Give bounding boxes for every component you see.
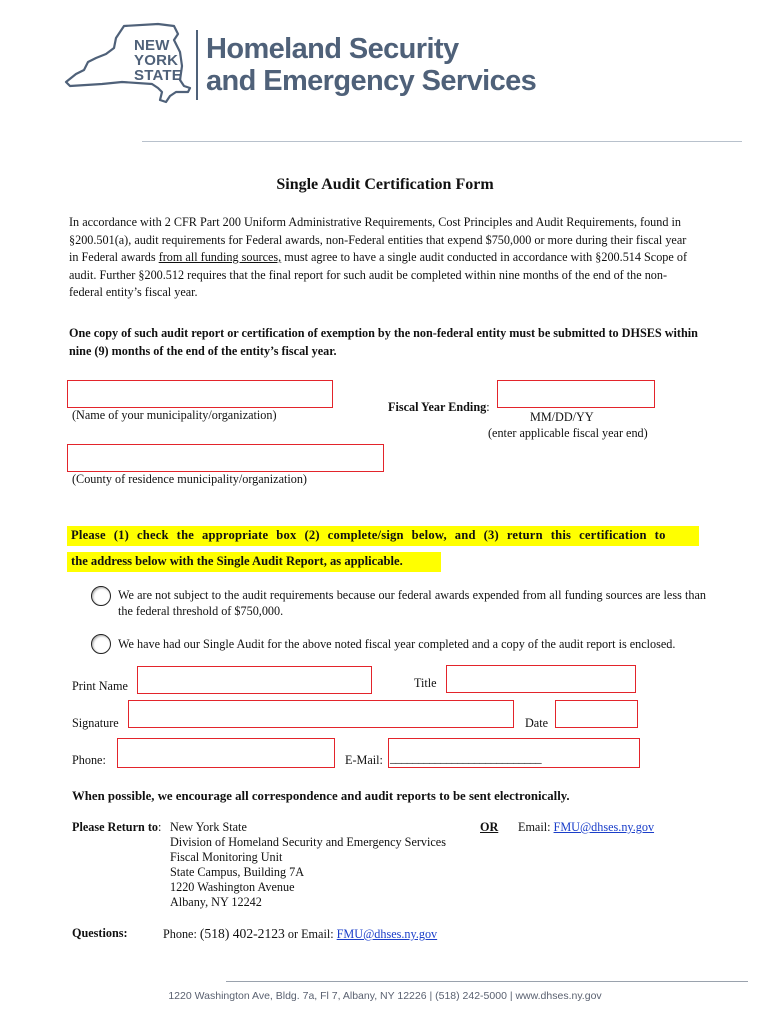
address-line: 1220 Washington Avenue: [170, 880, 295, 894]
questions-email-link[interactable]: FMU@dhses.ny.gov: [336, 927, 438, 941]
title-label: Title: [414, 676, 437, 690]
form-title: Single Audit Certification Form: [276, 176, 494, 193]
agency-name-line-1: Homeland Security: [206, 33, 459, 65]
address-line: State Campus, Building 7A: [170, 865, 305, 879]
option-not-subject-text: We are not subject to the audit requirements because our federal awards expended from all funding sources are less than the federal threshold of $750,000.: [118, 588, 706, 618]
option-audit-completed-text: We have had our Single Audit for the above noted fiscal year completed and a copy of the audit report is enclosed.: [118, 637, 676, 651]
header-divider: [142, 141, 742, 142]
questions-contact: Phone: (518) 402-2123 or Email: FMU@dhses.ny.gov: [163, 926, 438, 941]
logo-text-state: STATE: [134, 67, 182, 84]
fiscal-year-hint: (enter applicable fiscal year end): [488, 426, 648, 440]
signature-label: Signature: [72, 716, 119, 730]
phone-field[interactable]: [117, 738, 335, 768]
title-field[interactable]: [446, 665, 636, 693]
option-not-subject-radio[interactable]: [91, 586, 111, 606]
return-email-row: Email: FMU@dhses.ny.gov: [518, 820, 655, 834]
logo-text-new: NEW: [134, 37, 170, 54]
email-label: E-Mail:: [345, 753, 383, 767]
return-label: Please Return to:: [72, 820, 162, 834]
option-audit-completed-radio[interactable]: [91, 634, 111, 654]
print-name-field[interactable]: [137, 666, 372, 694]
questions-phone-number: (518) 402-2123: [199, 926, 285, 941]
address-line: Albany, NY 12242: [170, 895, 262, 909]
agency-name-line-2: and Emergency Services: [206, 65, 537, 97]
organization-name-field[interactable]: [67, 380, 333, 408]
intro-underlined-text: from all funding sources,: [158, 250, 282, 264]
intro-paragraph: In accordance with 2 CFR Part 200 Uniform Administrative Requirements, Cost Principles and Audit Requirements, found in §200.501(a), audit requirements for Federal awards, non-Federal entities that expend $750,000 or more during their fiscal year in Federal awards from all funding sources, must agree to have a single audit conducted in accordance with §200.514 Scope of audit. Further §200.512 requires that the final report for such audit be completed within nine months of the end of the non-federal entity’s fiscal year.: [69, 215, 688, 299]
fiscal-year-label: Fiscal Year Ending:: [388, 400, 490, 414]
logo-text-york: YORK: [134, 52, 179, 69]
electronic-submission-note: When possible, we encourage all correspondence and audit reports to be sent electronically.: [72, 789, 570, 803]
footer-contact: 1220 Washington Ave, Bldg. 7a, Fl 7, Albany, NY 12226 | (518) 242-5000 | www.dhses.ny.gov: [168, 990, 602, 1002]
logo-divider: [196, 30, 198, 100]
address-line: Division of Homeland Security and Emergency Services: [170, 835, 446, 849]
submission-notice: One copy of such audit report or certification of exemption by the non-federal entity must be submitted to DHSES within nine (9) months of the end of the entity’s fiscal year.: [69, 326, 698, 358]
email-underline: ___________________________: [390, 751, 542, 765]
county-field[interactable]: [67, 444, 384, 472]
questions-label: Questions:: [72, 926, 128, 940]
return-email-link[interactable]: FMU@dhses.ny.gov: [553, 820, 655, 834]
address-line: Fiscal Monitoring Unit: [170, 850, 283, 864]
or-label: OR: [480, 820, 499, 834]
phone-label: Phone:: [72, 753, 106, 767]
print-name-label: Print Name: [72, 679, 128, 693]
fiscal-year-field[interactable]: [497, 380, 655, 408]
date-field[interactable]: [555, 700, 638, 728]
instruction-line-2: the address below with the Single Audit Report, as applicable.: [71, 554, 403, 568]
footer-divider: [226, 981, 748, 982]
county-label: (County of residence municipality/organization): [72, 472, 307, 486]
signature-field[interactable]: [128, 700, 514, 728]
return-address: [170, 820, 446, 910]
fiscal-year-format: MM/DD/YY: [530, 410, 594, 424]
date-label: Date: [525, 716, 549, 730]
organization-name-label: (Name of your municipality/organization): [72, 408, 277, 422]
instruction-line-1: Please (1) check the appropriate box (2) complete/sign below, and (3) return this certification to: [71, 528, 666, 542]
address-line: New York State: [170, 820, 247, 834]
